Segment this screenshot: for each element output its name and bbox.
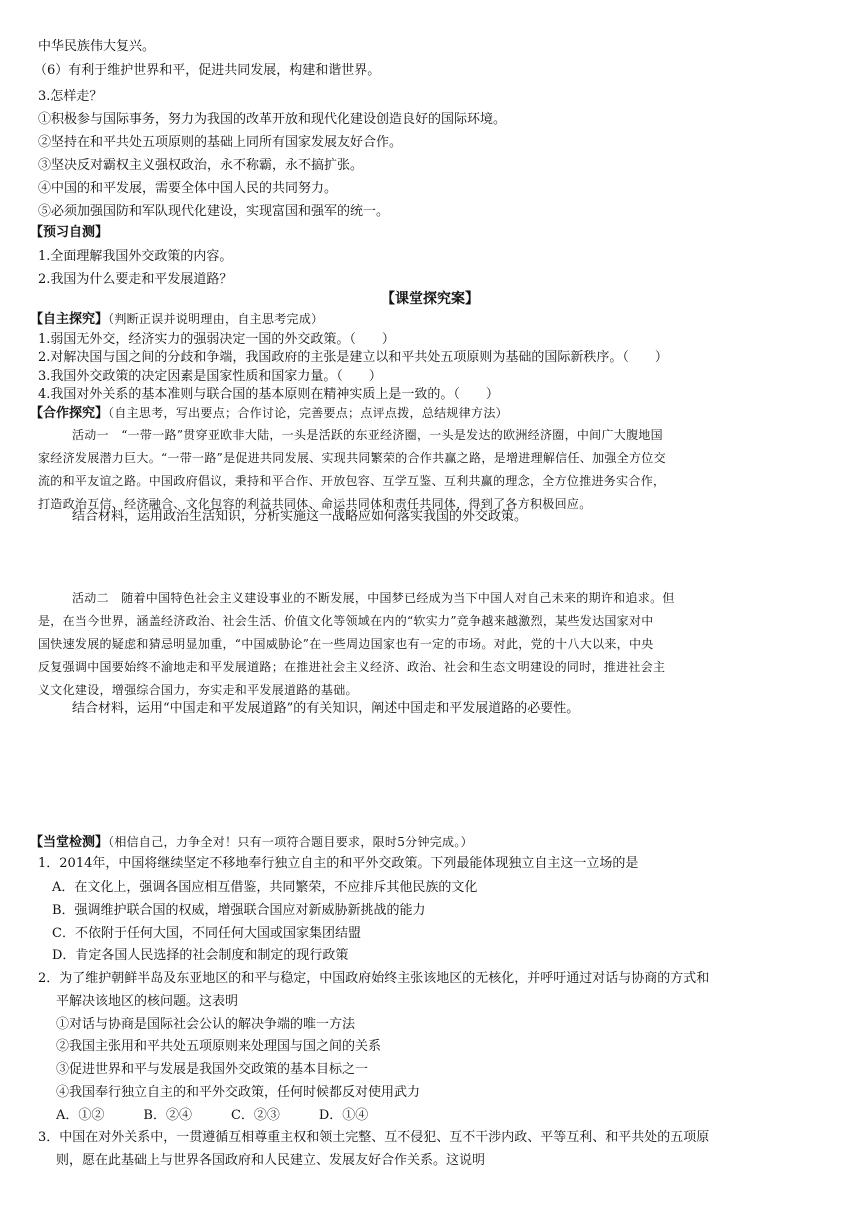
section-instruction: （自主思考，写出要点；合作讨论，完善要点；点评点拨，总结规律方法） <box>108 406 508 420</box>
question-stem: 平解决该地区的核问题。这表明 <box>56 994 239 1009</box>
judge-item: 3.我国外交政策的决定因素是国家性质和国家力量。（ ） <box>38 369 382 384</box>
section-heading-coop-explore: 【合作探究】 <box>30 406 109 421</box>
section-title-class-explore: 【课堂探究案】 <box>381 291 479 307</box>
answer-option: D．肯定各国人民选择的社会制度和制定的现行政策 <box>52 948 349 963</box>
answer-option: A．在文化上，强调各国应相互借鉴，共同繁荣，不应排斥其他民族的文化 <box>52 880 478 895</box>
text-line: 中华民族伟大复兴。 <box>38 39 156 54</box>
section-instruction: （相信自己，力争全对！只有一项符合题目要求，限时5分钟完成。） <box>108 835 473 849</box>
text-line: ②坚持在和平共处五项原则的基础上同所有国家发展友好合作。 <box>38 135 403 150</box>
activity2-paragraph-line: 国快速发展的疑虑和猜忌明显加重，“中国威胁论”在一些周边国家也有一定的市场。对此，党的十八大以来，中央 <box>38 637 654 651</box>
text-line: （6）有利于维护世界和平，促进共同发展，构建和谐世界。 <box>34 63 381 78</box>
section-heading-self-explore: 【自主探究】 <box>30 312 109 327</box>
text-line: 3.怎样走？ <box>38 89 103 104</box>
answer-statement: ③促进世界和平与发展是我国外交政策的基本目标之一 <box>56 1062 369 1077</box>
text-line: ③坚决反对霸权主义强权政治，永不称霸，永不搞扩张。 <box>38 158 364 173</box>
list-item: 1.全面理解我国外交政策的内容。 <box>38 249 233 264</box>
section-heading-preview-test: 【预习自测】 <box>30 225 109 240</box>
answer-statement: ④我国奉行独立自主的和平外交政策，任何时候都反对使用武力 <box>56 1085 421 1100</box>
section-heading-class-test: 【当堂检测】 <box>30 835 109 850</box>
section-instruction: （判断正误并说明理由，自主思考完成） <box>108 312 324 326</box>
question-stem: 1．2014年，中国将继续坚定不移地奉行独立自主的和平外交政策。下列最能体现独立自主这一立场的是 <box>38 856 639 871</box>
class-test-header <box>30 834 473 851</box>
answer-statement: ②我国主张用和平共处五项原则来处理国与国之间的关系 <box>56 1039 382 1054</box>
question-stem: 则，愿在此基础上与世界各国政府和人民建立、发展友好合作关系。这说明 <box>56 1153 486 1168</box>
activity2-paragraph-line: 义文化建设，增强综合国力，夯实走和平发展道路的基础。 <box>38 683 358 697</box>
question-stem: 3．中国在对外关系中，一贯遵循互相尊重主权和领土完整、互不侵犯、互不干涉内政、平等互利、和平共处的五项原 <box>38 1130 710 1145</box>
text-line: ④中国的和平发展，需要全体中国人民的共同努力。 <box>38 181 338 196</box>
answer-options-row: A．①② B．②④ C．②③ D．①④ <box>56 1108 369 1123</box>
coop-explore-header <box>30 405 508 422</box>
judge-item: 2.对解决国与国之间的分歧和争端，我国政府的主张是建立以和平共处五项原则为基础的国际新秩序。（ ） <box>38 350 668 365</box>
judge-item: 1.弱国无外交，经济实力的强弱决定一国的外交政策。（ ） <box>38 332 395 347</box>
activity1-paragraph-line: 家经济发展潜力巨大。“一带一路”是促进共同发展、实现共同繁荣的合作共赢之路，是增进理解信任、加强全方位交 <box>38 451 666 465</box>
answer-statement: ①对话与协商是国际社会公认的解决争端的唯一方法 <box>56 1017 356 1032</box>
activity2-question: 结合材料，运用“中国走和平发展道路”的有关知识，阐述中国走和平发展道路的必要性。 <box>72 701 580 716</box>
activity1-question: 结合材料，运用政治生活知识，分析实施这一战略应如何落实我国的外交政策。 <box>72 509 528 524</box>
activity1-paragraph-line: 活动一 “一带一路”贯穿亚欧非大陆，一头是活跃的东亚经济圈，一头是发达的欧洲经济圈，中间广大腹地国 <box>72 428 663 442</box>
activity1-paragraph-line: 流的和平友谊之路。中国政府倡议，秉持和平合作、开放包容、互学互鉴、互利共赢的理念，全方位推进务实合作， <box>38 474 666 488</box>
answer-option: C．不依附于任何大国，不同任何大国或国家集团结盟 <box>52 926 361 941</box>
self-explore-header <box>30 311 323 328</box>
activity1-paragraph-line: 打造政治互信、经济融合、文化包容的利益共同体、命运共同体和责任共同体，得到了各方积极回应。 <box>38 497 592 511</box>
list-item: 2.我国为什么要走和平发展道路？ <box>38 272 233 287</box>
answer-option: B．强调维护联合国的权威，增强联合国应对新威胁新挑战的能力 <box>52 903 426 918</box>
activity2-paragraph-line: 是，在当今世界，涵盖经济政治、社会生活、价值文化等领域在内的“软实力”竞争越来越激烈，某些发达国家对中 <box>38 614 654 628</box>
text-line: ⑤必须加强国防和军队现代化建设，实现富国和强军的统一。 <box>38 204 390 219</box>
judge-item: 4.我国对外关系的基本准则与联合国的基本原则在精神实质上是一致的。（ ） <box>38 387 499 402</box>
text-line: ①积极参与国际事务，努力为我国的改革开放和现代化建设创造良好的国际环境。 <box>38 112 507 127</box>
activity2-paragraph-line: 反复强调中国要始终不渝地走和平发展道路；在推进社会主义经济、政治、社会和生态文明建设的同时，推进社会主 <box>38 660 666 674</box>
question-stem: 2．为了维护朝鲜半岛及东亚地区的和平与稳定，中国政府始终主张该地区的无核化，并呼吁通过对话与协商的方式和 <box>38 971 710 986</box>
activity2-paragraph-line: 活动二 随着中国特色社会主义建设事业的不断发展，中国梦已经成为当下中国人对自己未来的期许和追求。但 <box>72 591 675 605</box>
